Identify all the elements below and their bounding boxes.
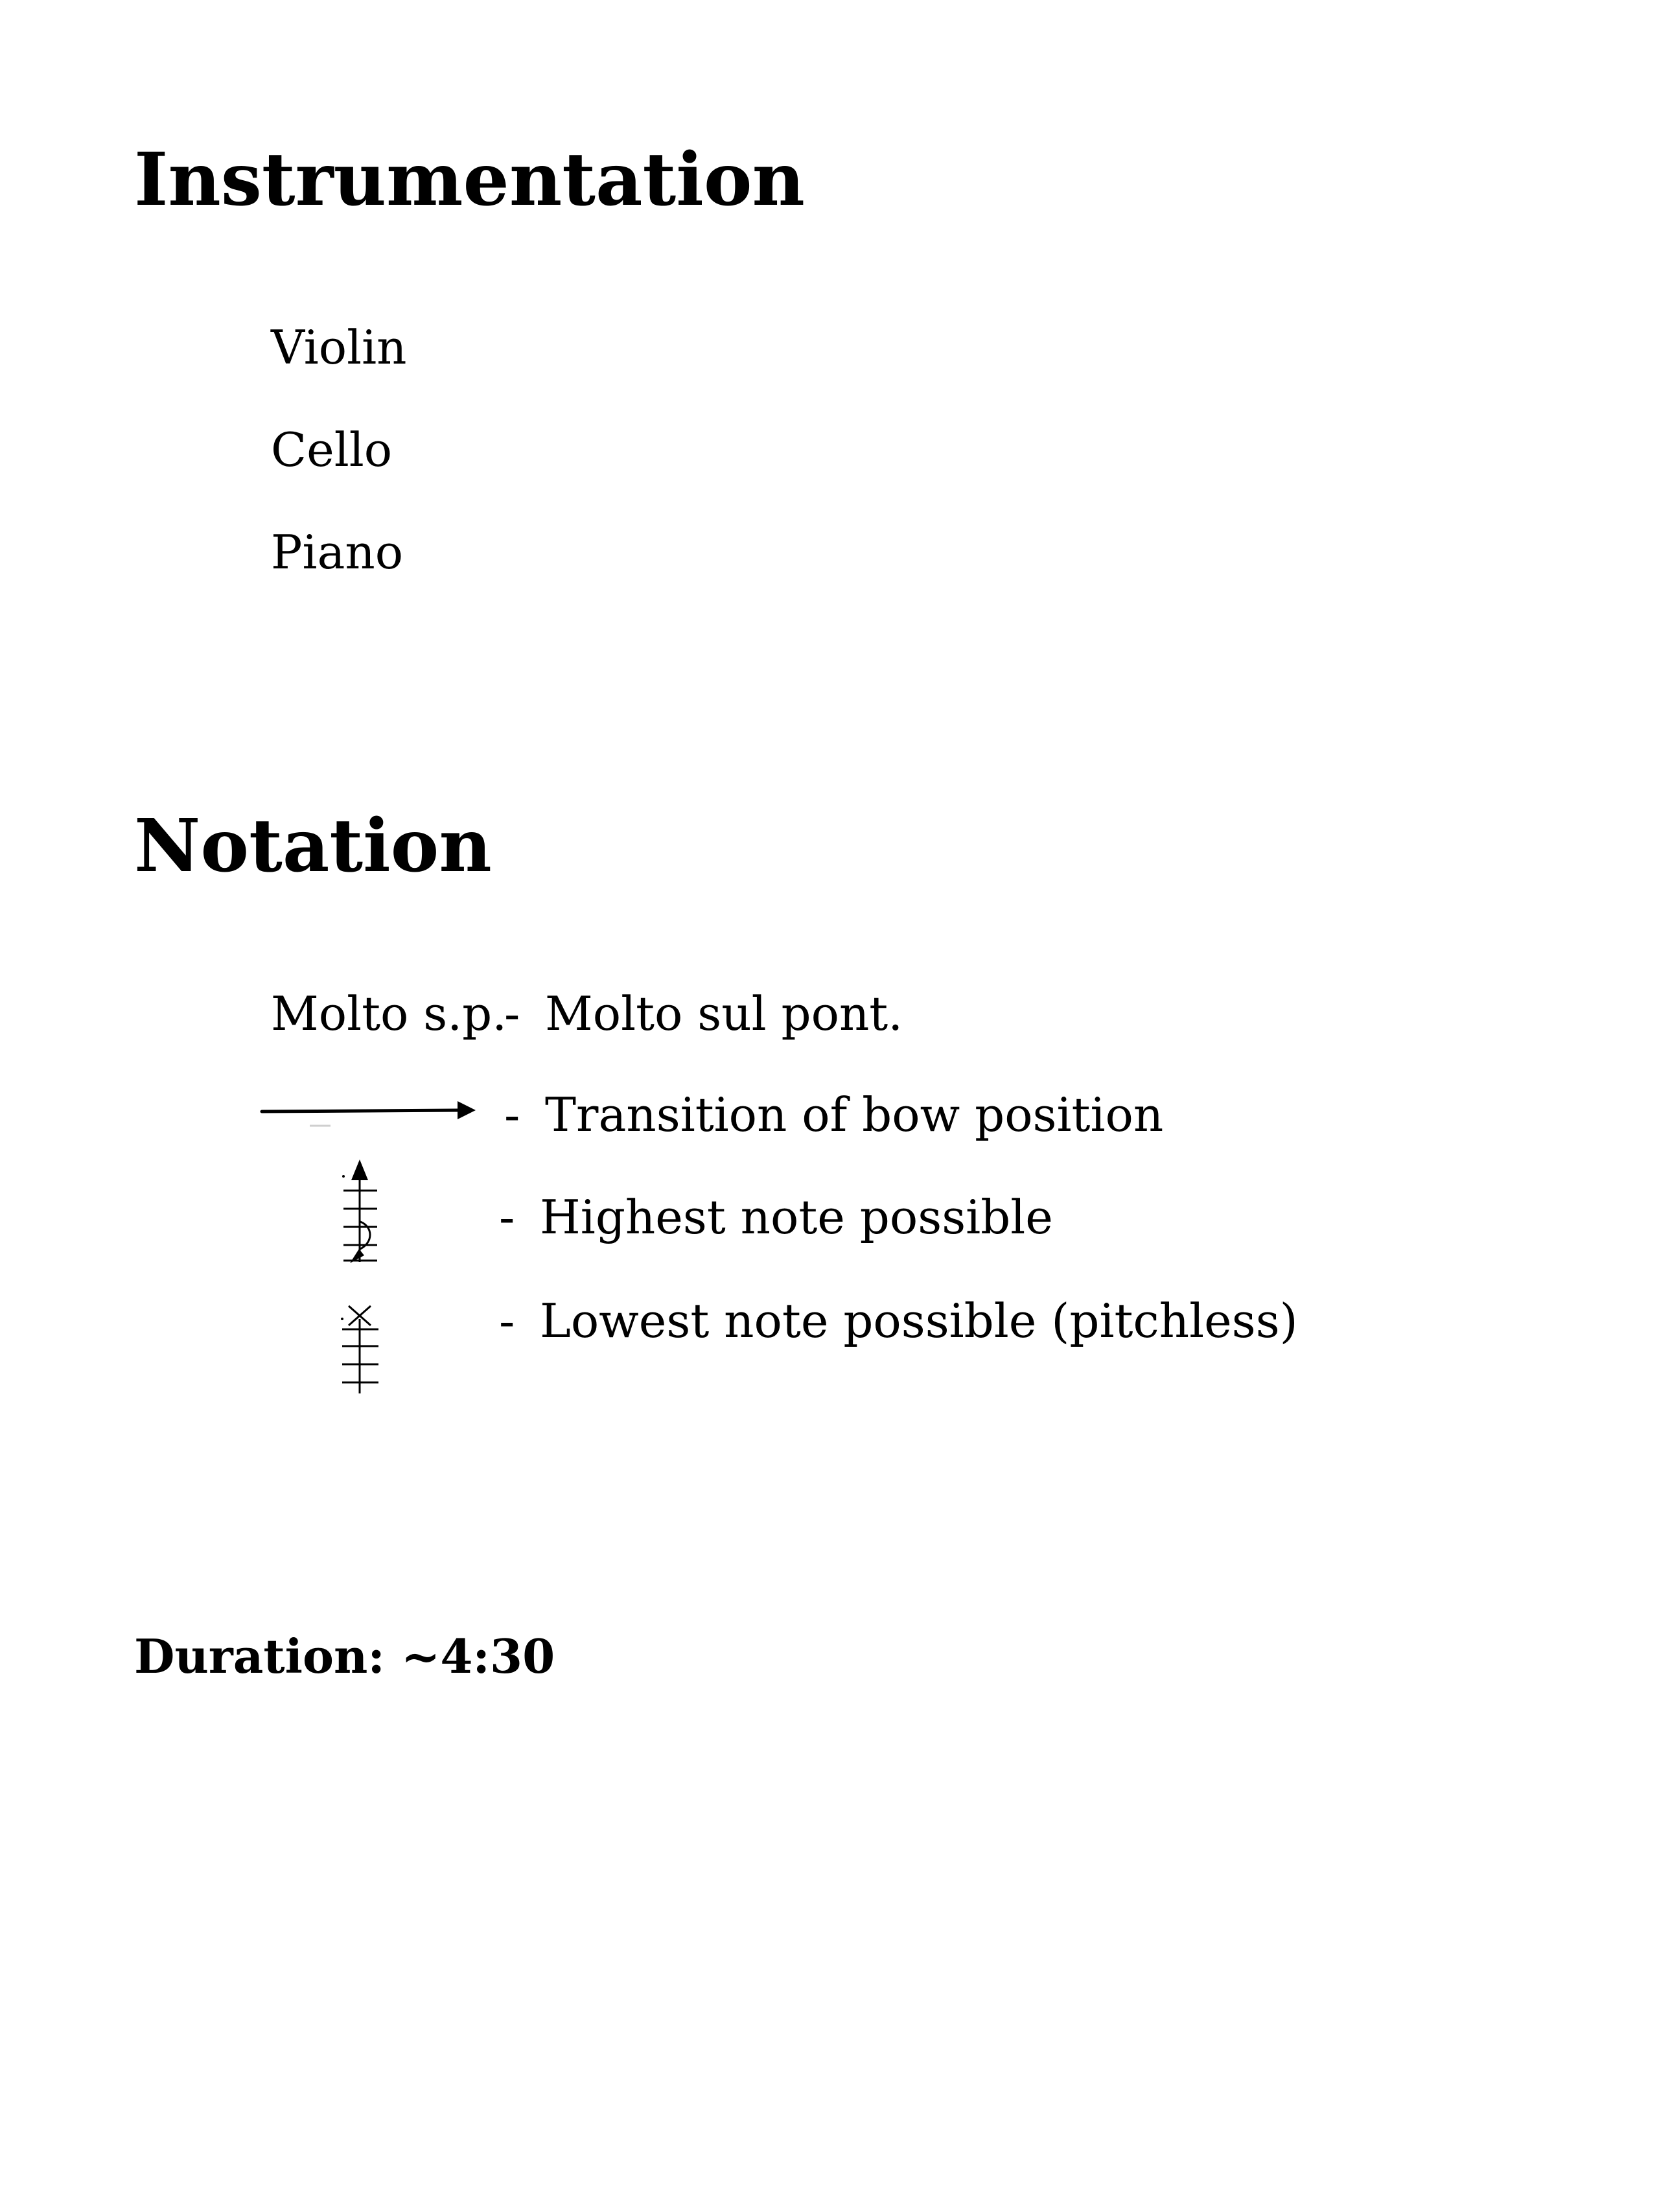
instrument-item-piano: Piano xyxy=(271,525,404,579)
legend-description: Lowest note possible (pitchless) xyxy=(540,1294,1298,1348)
legend-description: Highest note possible xyxy=(540,1190,1053,1244)
instrument-item-cello: Cello xyxy=(271,423,393,477)
legend-description: Transition of bow position xyxy=(545,1088,1164,1142)
notation-heading: Notation xyxy=(134,804,492,889)
legend-dash: - xyxy=(504,986,520,1041)
highest-note-icon xyxy=(331,1157,389,1270)
legend-dash: - xyxy=(504,1088,520,1142)
lowest-note-icon xyxy=(331,1293,389,1400)
legend-dash: - xyxy=(499,1294,515,1348)
legend-symbol-text: Molto s.p. xyxy=(271,986,507,1041)
instrument-item-violin: Violin xyxy=(271,320,407,375)
legend-dash: - xyxy=(499,1190,515,1244)
duration-label: Duration: ~4:30 xyxy=(134,1629,555,1684)
instrumentation-heading: Instrumentation xyxy=(134,137,805,222)
arrow-right-icon xyxy=(259,1092,480,1131)
legend-description: Molto sul pont. xyxy=(545,986,903,1041)
